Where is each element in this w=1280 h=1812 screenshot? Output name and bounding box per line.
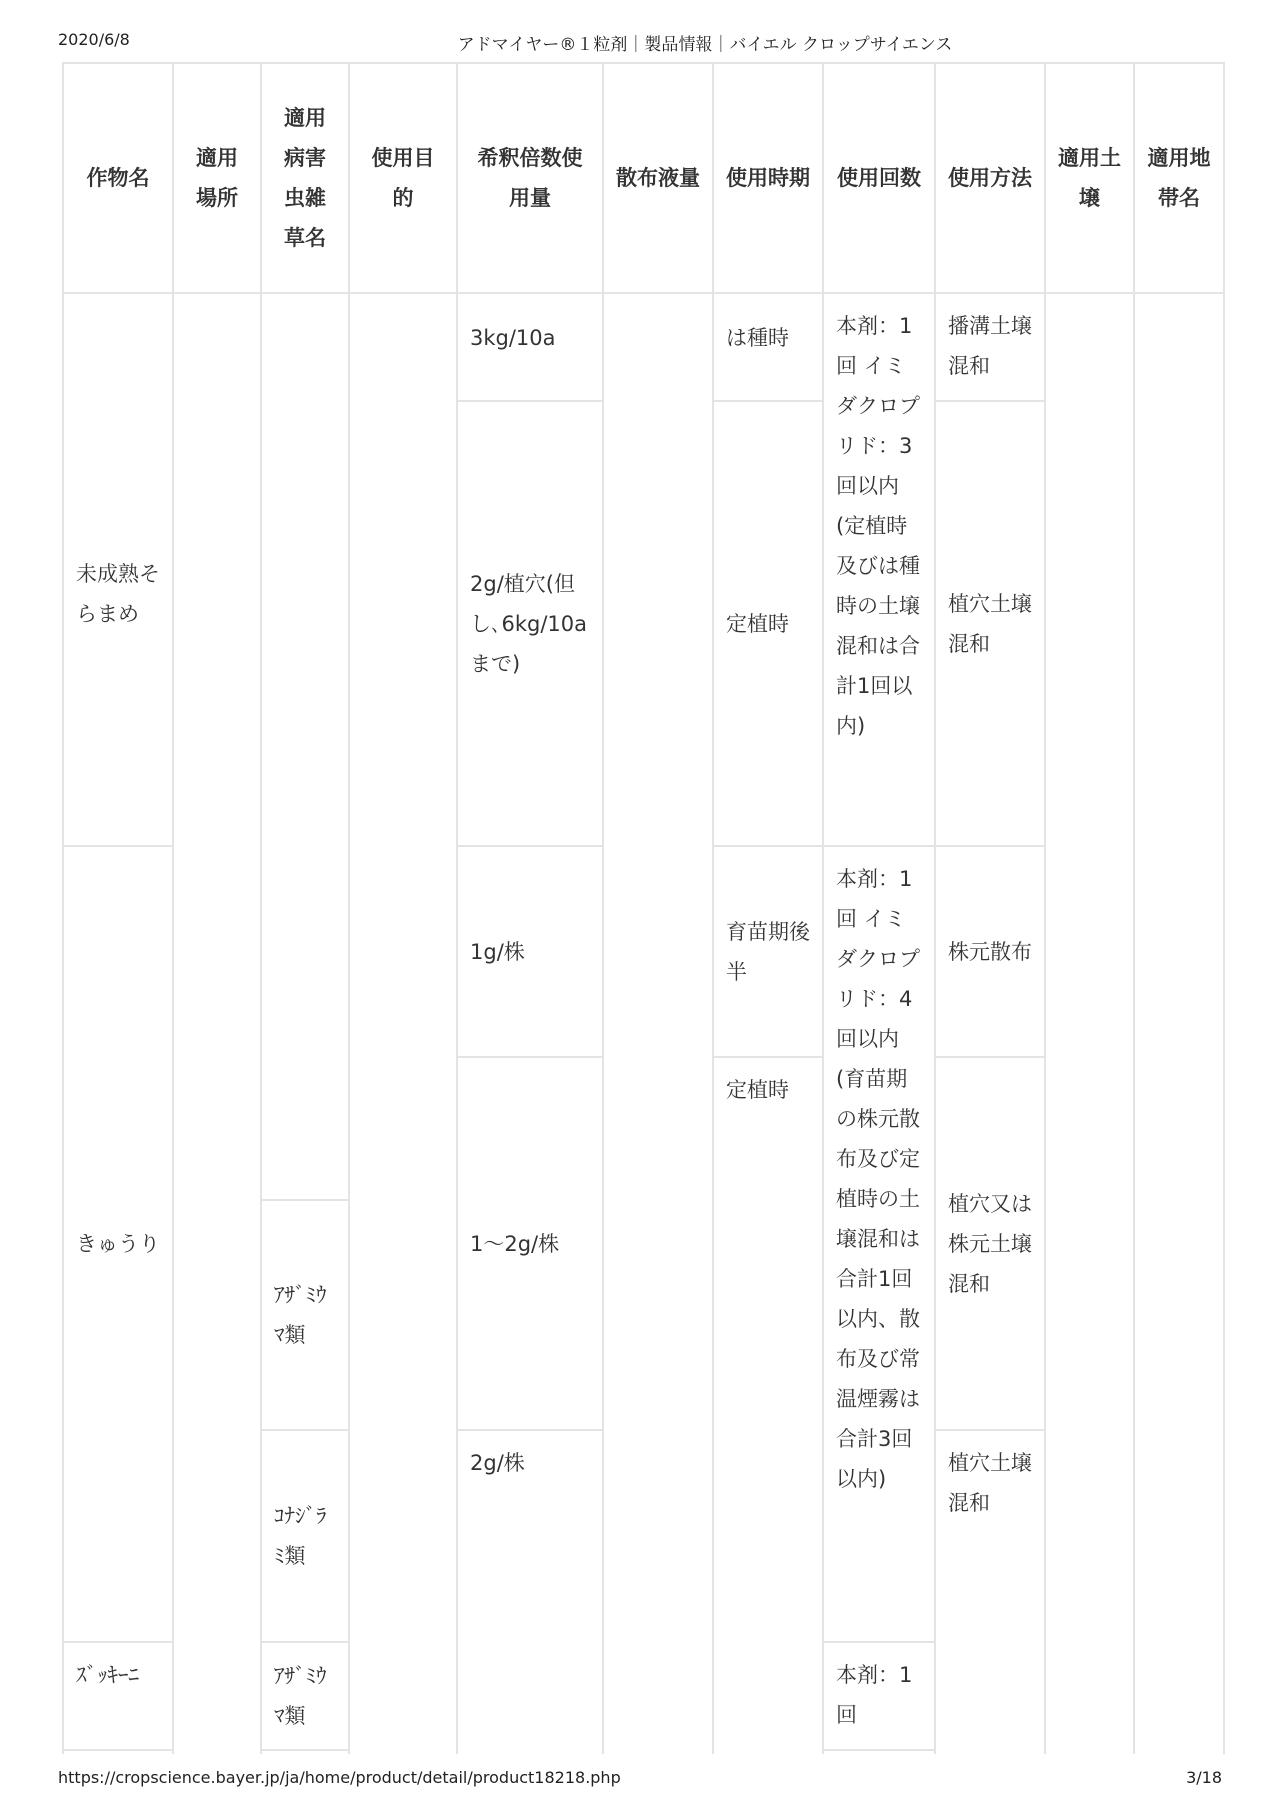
amount-cell: 1g/株 [457, 846, 603, 1057]
purpose-cell [349, 293, 457, 1754]
crop-cell: ｽﾞｯｷｰﾆ [63, 1642, 173, 1750]
pest-cell [261, 1750, 349, 1754]
soil-cell [1045, 293, 1134, 1754]
header-row [63, 63, 1224, 293]
method-cell: 播溝土壌混和 [935, 293, 1045, 401]
method-cell: 植穴又は株元土壌混和 [935, 1057, 1045, 1430]
method-cell: 植穴土壌混和 [935, 401, 1045, 846]
spray-volume-cell [603, 293, 713, 1754]
method-cell: 株元散布 [935, 846, 1045, 1057]
col-purpose: 使用目的 [349, 63, 457, 293]
amount-cell: 1～2g/株 [457, 1057, 603, 1430]
method-cell: 植穴土壌混和 [935, 1430, 1045, 1754]
crop-cell [63, 1750, 173, 1754]
amount-cell: 3kg/10a [457, 293, 603, 401]
page-url: https://cropscience.bayer.jp/ja/home/product/detail/product18218.php [58, 1768, 621, 1787]
pest-cell: ｱｻﾞﾐｳﾏ類 [261, 1642, 349, 1750]
timing-cell: 育苗期後半 [713, 846, 823, 1057]
timing-cell: は種時 [713, 293, 823, 401]
region-cell [1134, 293, 1224, 1754]
col-pest: 適用病害虫雑草名 [261, 63, 349, 293]
col-timing: 使用時期 [713, 63, 823, 293]
pest-cell: ｱｻﾞﾐｳﾏ類 [261, 1200, 349, 1430]
col-place: 適用場所 [173, 63, 261, 293]
amount-cell: 2g/植穴(但し､6kg/10aまで) [457, 401, 603, 846]
crop-cell: きゅうり [63, 846, 173, 1642]
page-title: アドマイヤー®１粒剤｜製品情報｜バイエル クロップサイエンス [457, 35, 953, 55]
count-cell: 本剤：1回 イミダクロプリド：3回以内(定植時及びは種時の土壌混和は合計1回以内) [823, 293, 935, 846]
col-dilution: 希釈倍数使用量 [457, 63, 603, 293]
timing-cell: 定植時 [713, 1057, 823, 1754]
application-table [62, 62, 1225, 1754]
print-date: 2020/6/8 [58, 30, 130, 49]
col-spray-volume: 散布液量 [603, 63, 713, 293]
count-cell [823, 1750, 935, 1754]
page-number: 3/18 [1186, 1768, 1222, 1787]
table-row [63, 293, 1224, 401]
col-region: 適用地帯名 [1134, 63, 1224, 293]
place-cell [173, 293, 261, 1754]
pest-cell: ｺﾅｼﾞﾗﾐ類 [261, 1430, 349, 1642]
col-count: 使用回数 [823, 63, 935, 293]
col-method: 使用方法 [935, 63, 1045, 293]
crop-cell: 未成熟そらまめ [63, 293, 173, 846]
amount-cell: 2g/株 [457, 1430, 603, 1754]
pest-cell [261, 293, 349, 1200]
col-soil: 適用土壌 [1045, 63, 1134, 293]
count-cell: 本剤：1回 イミダクロプリド：4回以内(育苗期の株元散布及び定植時の土壌混和は合計1回以内、散布及び常温煙霧は合計3回以内) [823, 846, 935, 1642]
timing-cell: 定植時 [713, 401, 823, 846]
col-crop: 作物名 [63, 63, 173, 293]
count-cell: 本剤：1回 [823, 1642, 935, 1750]
